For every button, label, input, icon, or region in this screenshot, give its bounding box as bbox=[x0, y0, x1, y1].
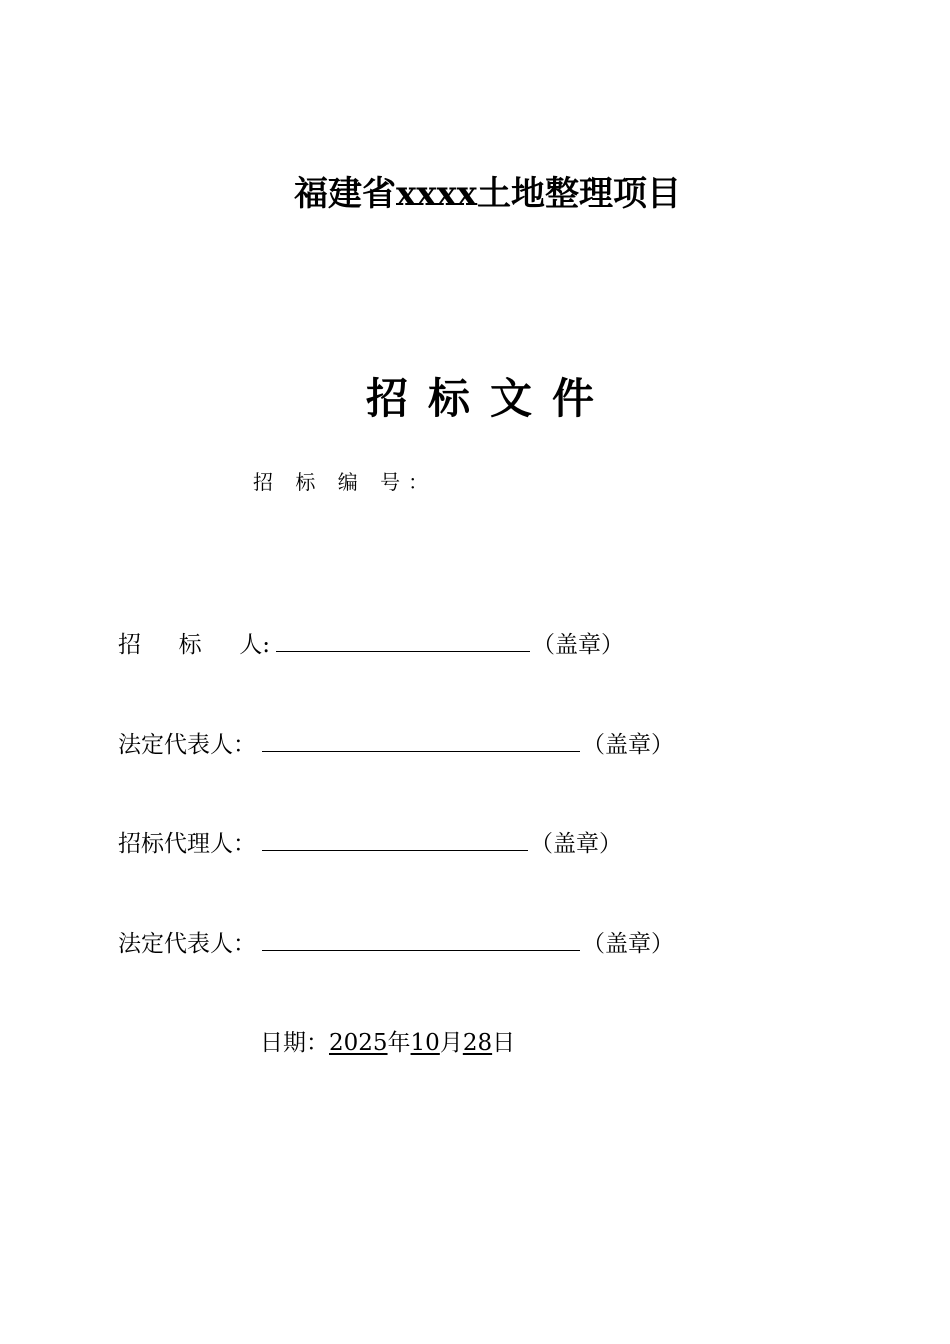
date-label: 日期： bbox=[260, 1030, 329, 1056]
bidder-seal-note: （盖章） bbox=[532, 632, 624, 658]
agent-legal-rep-seal-note: （盖章） bbox=[582, 931, 674, 957]
date-year-unit: 年 bbox=[387, 1030, 411, 1056]
agent-signature-row bbox=[118, 825, 622, 858]
tender-number-label: 招 标 编 号： bbox=[253, 470, 437, 494]
bidder-label-char: 招 bbox=[118, 632, 141, 658]
bidder-label-char: 标 bbox=[178, 632, 202, 658]
bidder-label-char: 人: bbox=[239, 632, 270, 658]
agent-legal-rep-label: 法定代表人： bbox=[118, 931, 256, 957]
date-row bbox=[260, 1024, 515, 1057]
document-title: 招标文件 bbox=[365, 374, 614, 423]
agent-legal-rep-signature-line[interactable] bbox=[262, 932, 580, 951]
agent-seal-note: （盖章） bbox=[530, 831, 622, 857]
agent-legal-rep-row bbox=[118, 925, 674, 958]
agent-label: 招标代理人： bbox=[118, 831, 256, 857]
date-day-unit: 日 bbox=[492, 1030, 516, 1056]
bidder-label bbox=[118, 626, 270, 659]
bidder-signature-line[interactable] bbox=[276, 633, 530, 652]
date-year: 2025 bbox=[329, 1030, 388, 1056]
project-title: 福建省xxxx土地整理项目 bbox=[293, 174, 682, 214]
date-month-unit: 月 bbox=[439, 1030, 463, 1056]
date-day: 28 bbox=[462, 1030, 493, 1056]
date-month: 10 bbox=[410, 1030, 440, 1056]
bidder-legal-rep-signature-line[interactable] bbox=[262, 733, 580, 752]
bidder-legal-rep-seal-note: （盖章） bbox=[582, 732, 674, 758]
bidder-legal-rep-label: 法定代表人： bbox=[118, 732, 256, 758]
bidder-signature-row bbox=[118, 626, 624, 659]
bidder-legal-rep-row bbox=[118, 726, 674, 759]
agent-signature-line[interactable] bbox=[262, 832, 528, 851]
